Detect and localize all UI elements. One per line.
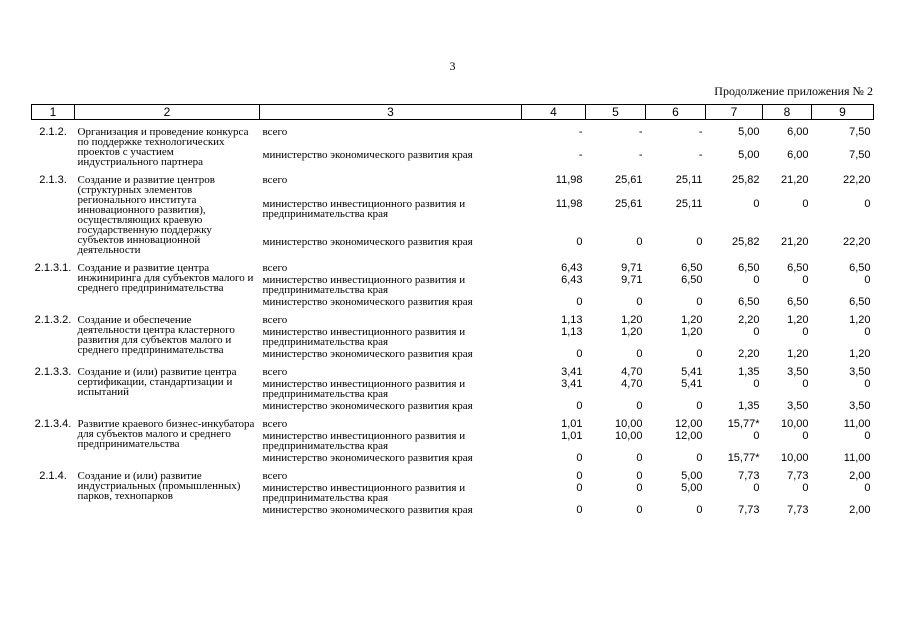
amount-cell: 0 bbox=[696, 504, 703, 516]
amount-cell: 4,70 bbox=[621, 366, 643, 378]
amount-cell: 0 bbox=[864, 482, 871, 494]
funding-source: министерство экономического развития края bbox=[262, 348, 473, 360]
funding-source: всего bbox=[262, 262, 288, 274]
amount-cell: 0 bbox=[753, 326, 760, 338]
amount-cell: 3,41 bbox=[561, 378, 583, 390]
amount-cell: 25,82 bbox=[731, 235, 760, 248]
amount-cell: 4,70 bbox=[621, 378, 643, 390]
column-header: 1 bbox=[32, 105, 75, 120]
column-header: 7 bbox=[706, 105, 763, 120]
amount-cell: - bbox=[578, 148, 583, 161]
amount-cell: 2,00 bbox=[849, 470, 871, 482]
item-code: 2.1.3.3. bbox=[34, 366, 72, 378]
amount-cell: 0 bbox=[864, 378, 871, 390]
amount-cell: 10,00 bbox=[780, 418, 809, 430]
item-code: 2.1.3. bbox=[39, 174, 67, 186]
item-code: 2.1.2. bbox=[39, 126, 67, 138]
amount-cell: 0 bbox=[753, 378, 760, 390]
amount-cell: 0 bbox=[636, 296, 643, 308]
funding-source: министерство экономического развития края bbox=[262, 504, 473, 516]
amount-cell: - bbox=[698, 148, 703, 161]
column-header: 3 bbox=[260, 105, 522, 120]
table-row bbox=[32, 412, 874, 430]
amount-cell: 10,00 bbox=[614, 430, 643, 442]
budget-table bbox=[31, 104, 874, 516]
funding-source: министерство экономического развития края bbox=[262, 296, 473, 308]
amount-cell: 6,50 bbox=[681, 274, 703, 286]
amount-cell: 7,50 bbox=[849, 126, 871, 138]
amount-cell: 1,20 bbox=[681, 326, 703, 338]
amount-cell: 7,73 bbox=[738, 504, 760, 516]
amount-cell: 5,00 bbox=[738, 126, 760, 138]
funding-source: всего bbox=[262, 470, 288, 482]
amount-cell: 21,20 bbox=[780, 174, 809, 186]
funding-source: министерство экономического развития края bbox=[262, 452, 473, 464]
amount-cell: 0 bbox=[802, 274, 809, 286]
amount-cell: 0 bbox=[576, 296, 583, 308]
table-row bbox=[32, 256, 874, 274]
amount-cell: - bbox=[578, 126, 583, 138]
item-description: Создание и обеспечение деятельности центра кластерного развития для субъектов малого и среднего предпринимательства bbox=[77, 314, 235, 356]
item-description: Создание и развитие центра инжиниринга для субъектов малого и среднего предпринимательства bbox=[77, 262, 254, 294]
amount-cell: 15,77* bbox=[727, 418, 760, 430]
amount-cell: 6,50 bbox=[787, 262, 809, 274]
amount-cell: 0 bbox=[753, 482, 760, 494]
amount-cell: 0 bbox=[636, 504, 643, 516]
amount-cell: 0 bbox=[636, 470, 643, 482]
item-code: 2.1.3.1. bbox=[34, 262, 72, 274]
amount-cell: 1,35 bbox=[738, 400, 760, 412]
table-row bbox=[32, 360, 874, 378]
funding-source: министерство инвестиционного развития и предпринимательства края bbox=[262, 378, 466, 400]
amount-cell: 0 bbox=[802, 326, 809, 338]
amount-cell: 0 bbox=[696, 348, 703, 360]
amount-cell: 11,98 bbox=[555, 198, 583, 211]
amount-cell: 1,13 bbox=[561, 314, 583, 326]
item-code: 2.1.4. bbox=[39, 470, 67, 482]
amount-cell: 1,20 bbox=[787, 348, 809, 360]
amount-cell: 1,20 bbox=[849, 348, 871, 360]
amount-cell: 2,20 bbox=[738, 314, 760, 326]
amount-cell: 0 bbox=[696, 235, 703, 248]
column-header: 9 bbox=[812, 105, 874, 120]
funding-source: министерство инвестиционного развития и предпринимательства края bbox=[262, 198, 466, 221]
amount-cell: 9,71 bbox=[621, 274, 643, 286]
amount-cell: 9,71 bbox=[621, 262, 643, 274]
page-number: 3 bbox=[449, 59, 456, 73]
amount-cell: 5,00 bbox=[681, 470, 703, 482]
amount-cell: 3,50 bbox=[849, 366, 871, 378]
item-code: 2.1.3.4. bbox=[34, 418, 72, 430]
amount-cell: 0 bbox=[636, 400, 643, 412]
funding-source: министерство инвестиционного развития и предпринимательства края bbox=[262, 430, 466, 452]
amount-cell: 6,50 bbox=[738, 262, 760, 274]
amount-cell: 6,43 bbox=[561, 262, 583, 274]
funding-source: всего bbox=[262, 418, 288, 430]
item-description: Развитие краевого бизнес-инкубатора для субъектов малого и среднего предпринимательства bbox=[77, 418, 255, 450]
funding-source: министерство инвестиционного развития и предпринимательства края bbox=[262, 482, 466, 504]
amount-cell: 0 bbox=[864, 326, 871, 338]
table-body bbox=[32, 120, 874, 517]
amount-cell: 6,50 bbox=[849, 296, 871, 308]
amount-cell: 21,20 bbox=[780, 235, 809, 248]
column-header: 2 bbox=[75, 105, 260, 120]
amount-cell: 0 bbox=[696, 452, 703, 464]
table-row bbox=[32, 168, 874, 198]
amount-cell: 11,00 bbox=[843, 452, 871, 464]
amount-cell: 0 bbox=[636, 482, 643, 494]
amount-cell: 15,77* bbox=[727, 452, 760, 464]
funding-source: всего bbox=[262, 126, 288, 138]
table-row bbox=[32, 308, 874, 326]
amount-cell: 3,41 bbox=[561, 366, 583, 378]
amount-cell: 0 bbox=[636, 452, 643, 464]
amount-cell: 25,61 bbox=[614, 174, 643, 186]
amount-cell: 25,61 bbox=[614, 198, 643, 211]
funding-source: министерство инвестиционного развития и предпринимательства края bbox=[262, 274, 466, 296]
amount-cell: 5,41 bbox=[681, 366, 703, 378]
amount-cell: 1,01 bbox=[561, 418, 583, 430]
amount-cell: - bbox=[698, 126, 703, 138]
amount-cell: 0 bbox=[753, 198, 760, 211]
amount-cell: 6,50 bbox=[738, 296, 760, 308]
column-header: 5 bbox=[586, 105, 646, 120]
amount-cell: 3,50 bbox=[787, 366, 809, 378]
amount-cell: 1,20 bbox=[621, 326, 643, 338]
amount-cell: 0 bbox=[802, 378, 809, 390]
amount-cell: 1,35 bbox=[738, 366, 760, 378]
amount-cell: 12,00 bbox=[674, 418, 703, 430]
amount-cell: 25,82 bbox=[731, 174, 760, 186]
column-header: 4 bbox=[522, 105, 586, 120]
amount-cell: 6,00 bbox=[787, 126, 809, 138]
amount-cell: 22,20 bbox=[842, 174, 871, 186]
funding-source: всего bbox=[262, 314, 288, 326]
amount-cell: 11,98 bbox=[555, 174, 583, 186]
amount-cell: 0 bbox=[753, 274, 760, 286]
amount-cell: 6,50 bbox=[849, 262, 871, 274]
amount-cell: - bbox=[638, 148, 643, 161]
amount-cell: 7,50 bbox=[849, 148, 871, 161]
amount-cell: 1,20 bbox=[849, 314, 871, 326]
amount-cell: 22,20 bbox=[842, 235, 871, 248]
funding-source: всего bbox=[262, 366, 288, 378]
amount-cell: 10,00 bbox=[780, 452, 809, 464]
amount-cell: 25,11 bbox=[675, 198, 703, 211]
amount-cell: 0 bbox=[802, 430, 809, 442]
amount-cell: 0 bbox=[696, 296, 703, 308]
amount-cell: 0 bbox=[576, 470, 583, 482]
amount-cell: 0 bbox=[576, 482, 583, 494]
funding-source: министерство экономического развития края bbox=[262, 400, 473, 412]
amount-cell: 0 bbox=[576, 348, 583, 360]
funding-source: министерство инвестиционного развития и предпринимательства края bbox=[262, 326, 466, 348]
amount-cell: - bbox=[638, 126, 643, 138]
amount-cell: 0 bbox=[753, 430, 760, 442]
amount-cell: 5,00 bbox=[738, 148, 760, 161]
item-description: Создание и (или) развитие центра сертификации, стандартизации и испытаний bbox=[77, 366, 237, 398]
item-description: Создание и развитие центров (структурных элементов регионального института инновационного развития), осуществляющих краевую государственную поддержку субъектов инновационной деятельности bbox=[77, 174, 215, 256]
amount-cell: 7,73 bbox=[787, 470, 809, 482]
item-description: Организация и проведение конкурса по поддержке технологических проектов с участием индустриального партнера bbox=[77, 126, 249, 168]
amount-cell: 0 bbox=[636, 348, 643, 360]
amount-cell: 1,01 bbox=[561, 430, 583, 442]
amount-cell: 10,00 bbox=[614, 418, 643, 430]
amount-cell: 3,50 bbox=[849, 400, 871, 412]
table-row bbox=[32, 120, 874, 149]
item-description: Создание и (или) развитие индустриальных (промышленных) парков, технопарков bbox=[77, 470, 241, 502]
amount-cell: 3,50 bbox=[787, 400, 809, 412]
amount-cell: 1,20 bbox=[621, 314, 643, 326]
amount-cell: 6,50 bbox=[787, 296, 809, 308]
column-header: 8 bbox=[763, 105, 812, 120]
amount-cell: 6,00 bbox=[787, 148, 809, 161]
amount-cell: 25,11 bbox=[675, 174, 703, 186]
appendix-continuation-label: Продолжение приложения № 2 bbox=[714, 84, 873, 98]
funding-source: министерство экономического развития края bbox=[262, 235, 473, 248]
amount-cell: 1,13 bbox=[561, 326, 583, 338]
table-header-row bbox=[32, 105, 874, 120]
column-header: 6 bbox=[646, 105, 706, 120]
amount-cell: 6,50 bbox=[681, 262, 703, 274]
amount-cell: 2,20 bbox=[738, 348, 760, 360]
amount-cell: 7,73 bbox=[738, 470, 760, 482]
amount-cell: 1,20 bbox=[787, 314, 809, 326]
amount-cell: 12,00 bbox=[674, 430, 703, 442]
amount-cell: 0 bbox=[864, 274, 871, 286]
table-row bbox=[32, 464, 874, 482]
amount-cell: 11,00 bbox=[843, 418, 871, 430]
funding-source: министерство экономического развития края bbox=[262, 148, 473, 161]
amount-cell: 6,43 bbox=[561, 274, 583, 286]
amount-cell: 7,73 bbox=[787, 504, 809, 516]
amount-cell: 0 bbox=[802, 198, 809, 211]
amount-cell: 0 bbox=[576, 504, 583, 516]
item-code: 2.1.3.2. bbox=[34, 314, 72, 326]
amount-cell: 0 bbox=[696, 400, 703, 412]
amount-cell: 2,00 bbox=[849, 504, 871, 516]
amount-cell: 0 bbox=[864, 198, 871, 211]
amount-cell: 5,41 bbox=[681, 378, 703, 390]
amount-cell: 0 bbox=[576, 235, 583, 248]
amount-cell: 5,00 bbox=[681, 482, 703, 494]
amount-cell: 0 bbox=[802, 482, 809, 494]
amount-cell: 0 bbox=[576, 452, 583, 464]
funding-source: всего bbox=[262, 174, 288, 186]
amount-cell: 0 bbox=[576, 400, 583, 412]
amount-cell: 0 bbox=[864, 430, 871, 442]
amount-cell: 0 bbox=[636, 235, 643, 248]
amount-cell: 1,20 bbox=[681, 314, 703, 326]
